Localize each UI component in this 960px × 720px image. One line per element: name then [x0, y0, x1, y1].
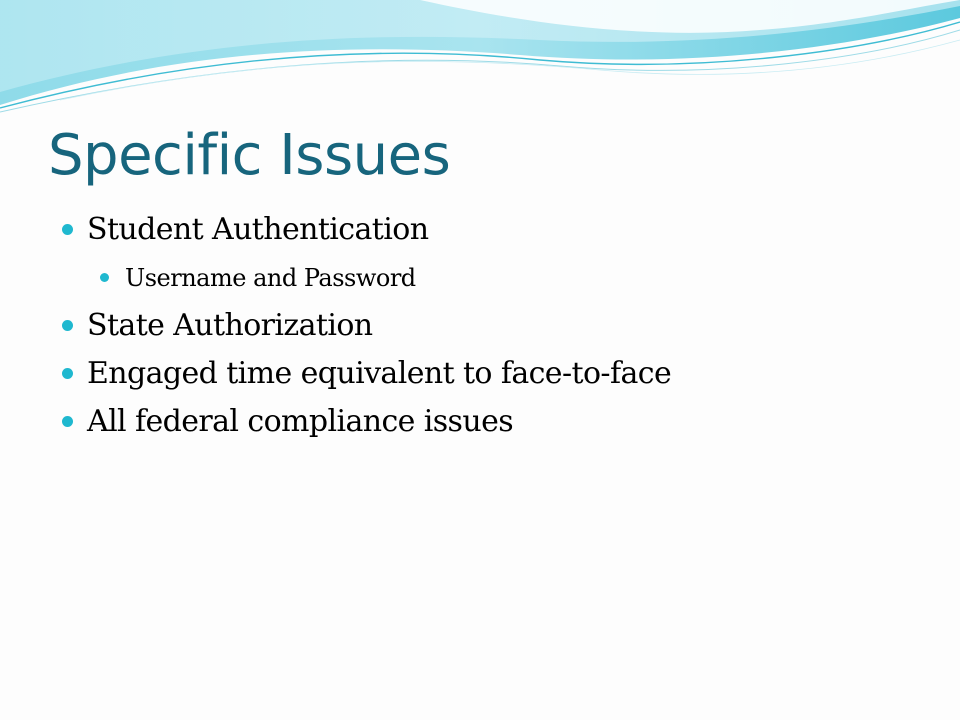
bullet-text: All federal compliance issues [87, 404, 514, 439]
bullet-text: Username and Password [125, 264, 416, 292]
bullet-item [60, 206, 671, 254]
bullet-item [60, 398, 671, 446]
sub-bullet-item [98, 254, 671, 302]
header-wave-decoration [0, 0, 960, 120]
bullet-dot-icon [62, 416, 73, 427]
bullet-text: Engaged time equivalent to face-to-face [87, 356, 672, 391]
bullet-item [60, 350, 671, 398]
bullet-text: Student Authentication [87, 212, 429, 247]
bullet-dot-icon [62, 368, 73, 379]
bullet-item [60, 302, 671, 350]
bullet-list [60, 206, 671, 446]
bullet-dot-icon [100, 273, 109, 282]
slide-title: Specific Issues [48, 123, 451, 188]
bullet-dot-icon [62, 224, 73, 235]
bullet-text: State Authorization [87, 308, 373, 343]
bullet-dot-icon [62, 320, 73, 331]
